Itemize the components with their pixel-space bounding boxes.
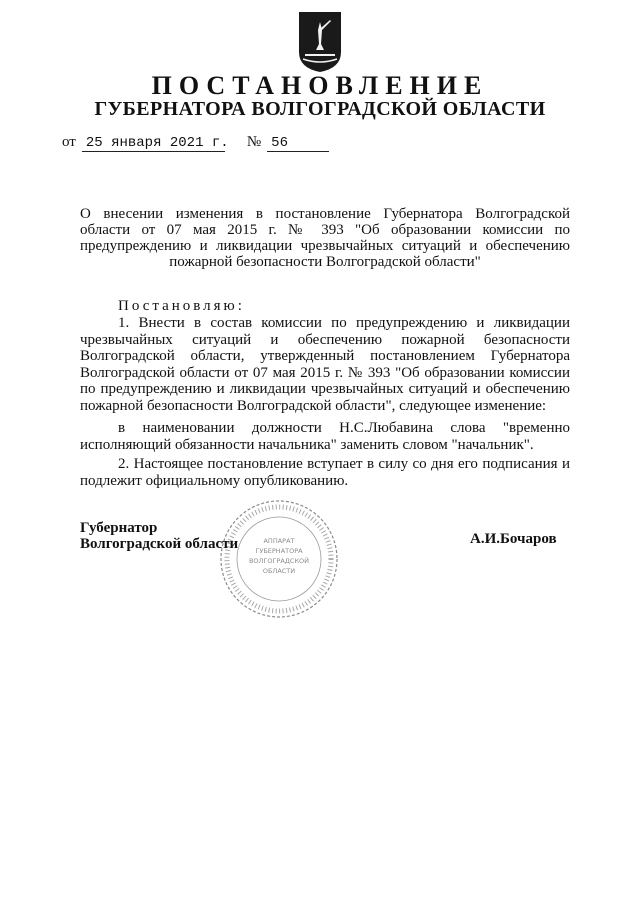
position-line-1: Губернатор — [80, 520, 158, 536]
date-label: от — [62, 134, 76, 150]
issuer-title: ГУБЕРНАТОРА ВОЛГОГРАДСКОЙ ОБЛАСТИ — [94, 98, 546, 120]
paragraph-2: 2. Настоящее постановление вступает в силу со дня его подписания и подлежит официальному опубликованию. — [80, 456, 570, 489]
official-seal-stamp — [218, 498, 340, 620]
subject-heading: О внесении изменения в постановление Губернатора Волгоградской области от 07 мая 2015 г. № 393 "Об образовании комиссии по предупреждению и ликвидации чрезвычайных ситуаций и обеспечению пожарной безопасности Волгоградской области" — [80, 206, 570, 270]
volgograd-crest-icon — [297, 10, 343, 74]
number-value: 56 — [267, 135, 329, 152]
seal-text-line: ВОЛГОГРАДСКОЙ — [248, 557, 310, 565]
signatory-position — [80, 520, 238, 552]
date-value: 25 января 2021 г. — [82, 135, 225, 152]
date-number-line — [62, 134, 329, 152]
seal-text-line: ОБЛАСТИ — [262, 567, 296, 575]
document-title: ПОСТАНОВЛЕНИЕ — [151, 71, 489, 100]
seal-text-line: ГУБЕРНАТОРА — [255, 547, 303, 555]
paragraph-1: 1. Внести в состав комиссии по предупреждению и ликвидации чрезвычайных ситуаций и обеспечению пожарной безопасности Волгоградской области, утвержденный постановлением Губернатора Волгоградской области от 07 мая 2015 г. № 393 "Об образовании комиссии по предупреждению и ликвидации чрезвычайных ситуаций и обеспечению пожарной безопасности Волгоградской области", следующее изменение: — [80, 315, 570, 414]
position-line-2: Волгоградской области — [80, 536, 239, 552]
seal-text-line: АППАРАТ — [263, 537, 295, 545]
number-label: № — [246, 134, 262, 150]
signatory-name: А.И.Бочаров — [470, 531, 557, 547]
decree-word: Постановляю: — [118, 298, 245, 314]
paragraph-1-change: в наименовании должности Н.С.Любавина слова "временно исполняющий обязанности начальника" заменить словом "начальник". — [80, 420, 570, 453]
